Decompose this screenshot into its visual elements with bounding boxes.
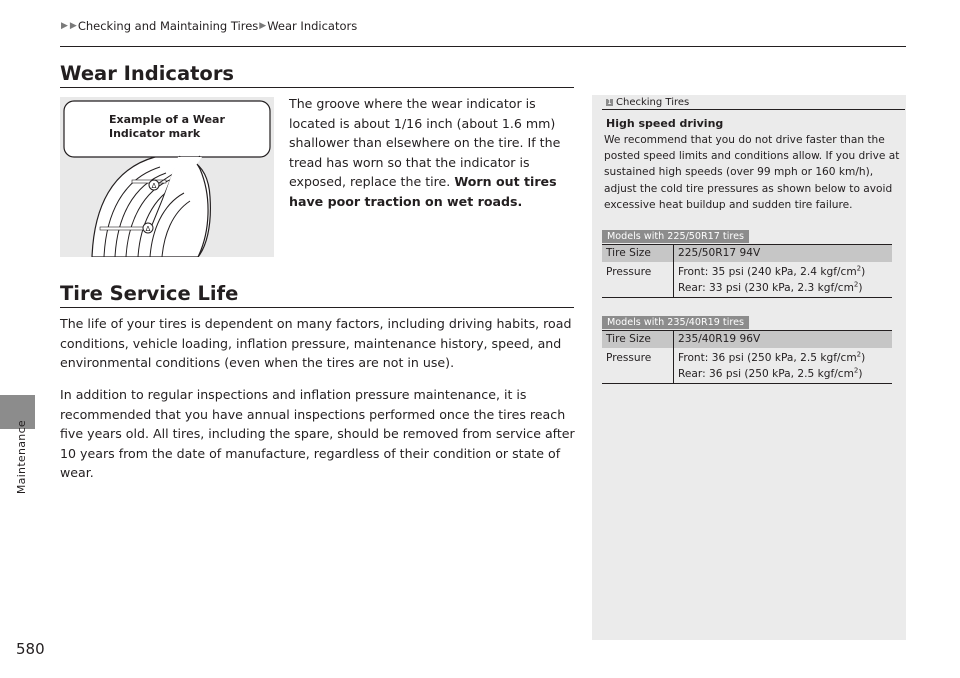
breadcrumb-item-wear-indicators[interactable]: Wear Indicators — [267, 19, 358, 33]
breadcrumb-arrow-icon: ▶ — [61, 21, 68, 31]
side-note-divider — [602, 109, 905, 110]
tire-size-label: Tire Size — [606, 333, 651, 345]
wear-indicators-heading: Wear Indicators — [60, 62, 235, 85]
tire-wear-indicator-illustration — [60, 97, 274, 257]
breadcrumb — [60, 19, 357, 33]
model-tag-235: Models with 235/40R19 tires — [602, 316, 749, 329]
breadcrumb-arrow-icon: ▶ — [69, 21, 77, 31]
front-pressure-value: Front: 36 psi (250 kPa, 2.5 kgf/$cm^2$) — [678, 350, 866, 364]
table-bottom-rule — [602, 383, 892, 384]
table-bottom-rule — [602, 297, 892, 298]
note-marker-icon: 1 — [607, 98, 612, 106]
breadcrumb-item-checking-tires[interactable]: Checking and Maintaining Tires — [77, 19, 259, 33]
service-life-paragraph-2: In addition to regular inspections and inflation pressure maintenance, it is recommended that you have annual inspections performed once the tires reach five years old. All tires, including the spare, should be removed from service after 10 years from the date of manufacture, regardless of their condition or state of wear. — [60, 387, 575, 480]
front-pressure-value: Front: 35 psi (240 kPa, 2.4 kgf/$cm^2$) — [678, 264, 866, 278]
side-note-title-text: Checking Tires — [616, 97, 690, 108]
callout-label: Example of a Wear Indicator mark — [109, 113, 225, 140]
wear-warning-text: Worn out tires have poor traction on wet roads. — [289, 174, 557, 209]
side-note-subheading: High speed driving — [606, 117, 724, 130]
tire-service-life-heading: Tire Service Life — [60, 282, 239, 305]
pressure-label: Pressure — [606, 266, 652, 278]
side-note-body: We recommend that you do not drive faster than the posted speed limits and conditions allow. If you drive at sustained high speeds (over 99 mph or 160 km/h), adjust the cold tire pressures as shown below to avoid excessive heat buildup and sudden tire failure. — [604, 134, 900, 211]
tire-size-value: 225/50R17 94V — [678, 247, 761, 259]
rear-pressure-value: Rear: 36 psi (250 kPa, 2.5 kgf/$cm^2$) — [678, 366, 863, 380]
wear-body-text: The groove where the wear indicator is located is about 1/16 inch (about 1.6 mm) shallower than elsewhere on the tire. If the tread has worn so that the indicator is exposed, replace the tire. — [289, 96, 561, 189]
heading-divider — [60, 307, 574, 308]
service-life-paragraph-1: The life of your tires is dependent on many factors, including driving habits, road conditions, vehicle loading, inflation pressure, maintenance history, speed, and environmental conditions (even when the tires are not in use). — [60, 316, 572, 370]
section-label: Maintenance — [15, 420, 28, 495]
side-note-title — [606, 97, 689, 108]
page-number: 580 — [16, 640, 45, 658]
pressure-label: Pressure — [606, 352, 652, 364]
breadcrumb-arrow-icon: ▶ — [259, 21, 267, 31]
heading-divider — [60, 87, 574, 88]
model-tag-225: Models with 225/50R17 tires — [602, 230, 749, 243]
rear-pressure-value: Rear: 33 psi (230 kPa, 2.3 kgf/$cm^2$) — [678, 280, 863, 294]
table-column-divider — [673, 245, 674, 297]
header-divider — [60, 46, 906, 47]
svg-text:∆: ∆ — [145, 225, 151, 233]
tire-size-label: Tire Size — [606, 247, 651, 259]
tire-size-value: 235/40R19 96V — [678, 333, 761, 345]
table-column-divider — [673, 331, 674, 383]
svg-text:∆: ∆ — [151, 182, 157, 190]
wear-indicator-description — [289, 94, 579, 211]
